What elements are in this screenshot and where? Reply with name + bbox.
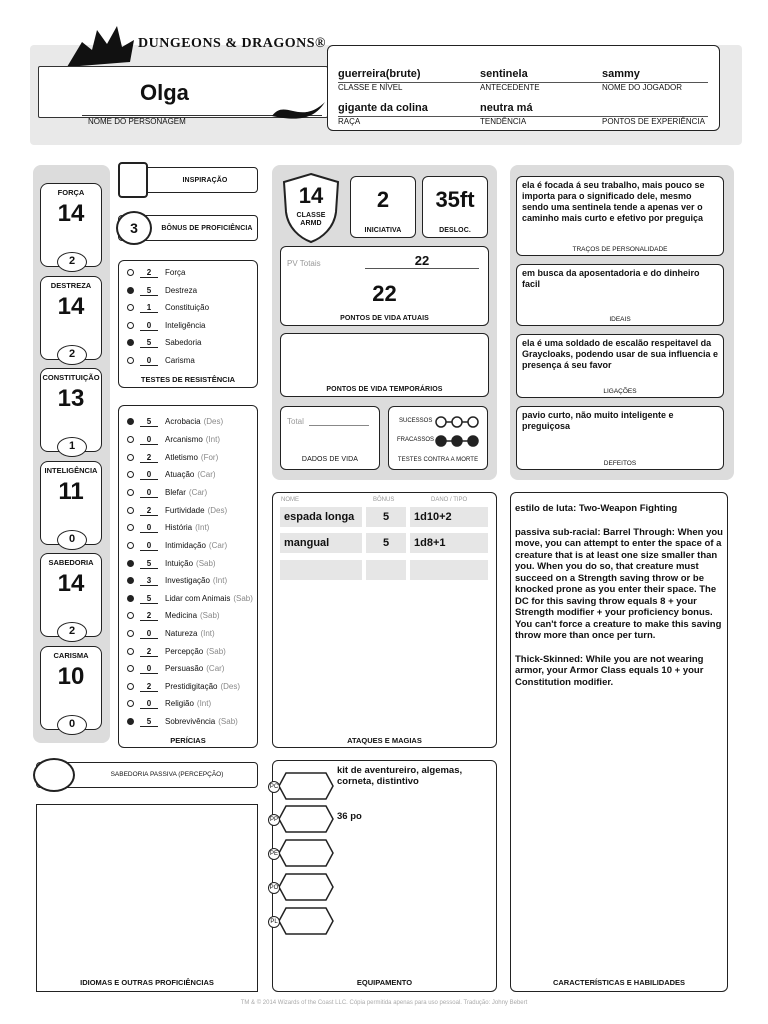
passive-perception-value[interactable] xyxy=(33,758,75,792)
proficiency-dot[interactable] xyxy=(127,357,134,364)
attack-name[interactable]: mangual xyxy=(280,533,362,553)
hit-dice-total-label: Total xyxy=(287,417,304,426)
bonds-box[interactable] xyxy=(516,334,724,398)
proficiency-dot[interactable] xyxy=(127,612,134,619)
save-name: Sabedoria xyxy=(165,338,202,347)
proficiency-dot[interactable] xyxy=(127,595,134,602)
proficiency-dot[interactable] xyxy=(127,304,134,311)
skill-row[interactable] xyxy=(127,520,209,535)
coin-frame-icon xyxy=(278,872,334,902)
save-name: Destreza xyxy=(165,286,198,295)
skill-row[interactable] xyxy=(127,485,207,500)
current-hp-label: PONTOS DE VIDA ATUAIS xyxy=(340,315,429,322)
attack-name[interactable]: espada longa xyxy=(280,507,362,527)
skill-value[interactable]: 0 xyxy=(140,664,158,674)
skill-row[interactable] xyxy=(127,573,227,588)
skill-name: Natureza xyxy=(165,629,198,638)
skill-value[interactable]: 2 xyxy=(140,682,158,692)
skill-attr: (Int) xyxy=(196,699,212,708)
save-row[interactable] xyxy=(127,283,197,298)
skill-row[interactable] xyxy=(127,432,220,447)
skills-box xyxy=(118,405,258,748)
skill-attr: (Car) xyxy=(208,541,228,550)
xp-label: PONTOS DE EXPERIÊNCIA xyxy=(602,117,705,126)
saving-throws-title: TESTES DE RESISTÊNCIA xyxy=(140,375,236,384)
skill-name: Intuição xyxy=(165,559,194,568)
skill-value[interactable]: 3 xyxy=(140,576,158,586)
proficiency-dot[interactable] xyxy=(127,436,134,443)
languages-box[interactable] xyxy=(36,804,258,992)
skill-row[interactable] xyxy=(127,626,215,641)
attack-bonus[interactable]: 5 xyxy=(366,507,406,527)
skill-name: Persuasão xyxy=(165,664,204,673)
skill-attr: (For) xyxy=(200,453,219,462)
coin-frame-icon xyxy=(278,804,334,834)
skill-row[interactable] xyxy=(127,644,226,659)
skill-attr: (Sab) xyxy=(218,717,238,726)
race-value[interactable]: gigante da colina xyxy=(338,102,428,114)
equipment-items[interactable]: kit de aventureiro, algemas, corneta, distintivo xyxy=(337,765,463,787)
attacks-title: ATAQUES E MAGIAS xyxy=(347,736,422,745)
skill-attr: (Des) xyxy=(220,682,241,691)
skill-name: Medicina xyxy=(165,611,198,620)
proficiency-bonus[interactable]: 3 xyxy=(116,211,152,245)
ability-constitution[interactable] xyxy=(40,368,102,452)
bonds-label: LIGAÇÕES xyxy=(603,388,637,395)
skill-name: Furtividade xyxy=(165,506,205,515)
ability-score[interactable]: 13 xyxy=(57,385,85,412)
current-hp-box[interactable] xyxy=(280,246,489,326)
skill-attr: (Des) xyxy=(203,417,224,426)
skill-value[interactable]: 2 xyxy=(140,506,158,516)
proficiency-dot[interactable] xyxy=(127,322,134,329)
skill-name: Sobrevivência xyxy=(165,717,216,726)
skill-row[interactable] xyxy=(127,591,253,606)
personality-traits-text[interactable]: ela é focada á seu trabalho, mais pouco se importa para o significado dele, mesmo sendo uma sentinela tende a apenas ver o caminho mais curto e efetivo por preguiça xyxy=(522,180,705,223)
armor-class-value[interactable]: 14 xyxy=(298,183,324,208)
skill-attr: (Sab) xyxy=(206,647,226,656)
ability-name: DESTREZA xyxy=(50,281,92,290)
failure-checkbox-icons[interactable] xyxy=(435,434,480,448)
skill-name: Acrobacia xyxy=(165,417,201,426)
coin-label: PP xyxy=(268,814,280,826)
saving-throws-box xyxy=(118,260,258,388)
proficiency-label: BÔNUS DE PROFICIÊNCIA xyxy=(161,225,253,232)
ability-modifier[interactable]: 0 xyxy=(57,715,87,735)
skill-row[interactable] xyxy=(127,450,218,465)
skill-name: Atletismo xyxy=(165,453,198,462)
features-title: CARACTERÍSTICAS E HABILIDADES xyxy=(552,978,686,987)
skill-attr: (Int) xyxy=(205,435,221,444)
save-value[interactable]: 5 xyxy=(140,286,158,296)
skill-row[interactable] xyxy=(127,661,224,676)
skill-attr: (Car) xyxy=(206,664,225,673)
attack-damage[interactable]: 1d10+2 xyxy=(410,507,488,527)
save-row[interactable] xyxy=(127,335,201,350)
proficiency-dot[interactable] xyxy=(127,339,134,346)
speed-box[interactable] xyxy=(422,176,488,238)
features-box[interactable] xyxy=(510,492,728,992)
save-row[interactable] xyxy=(127,318,205,333)
save-row[interactable] xyxy=(127,353,195,368)
proficiency-dot[interactable] xyxy=(127,648,134,655)
save-value[interactable]: 0 xyxy=(140,356,158,366)
skill-name: Percepção xyxy=(165,647,204,656)
ability-wisdom[interactable] xyxy=(40,553,102,637)
proficiency-dot[interactable] xyxy=(127,471,134,478)
copyright-text: TM & © 2014 Wizards of the Coast LLC. Cópia permitida apenas para uso pessoal. Tradução: Johny Bebert xyxy=(240,1000,528,1006)
skill-attr: (Des) xyxy=(207,506,228,515)
initiative-value[interactable]: 2 xyxy=(376,187,390,212)
attack-col-name: NOME xyxy=(281,497,299,503)
player-name-label: NOME DO JOGADOR xyxy=(602,83,683,92)
proficiency-dot[interactable] xyxy=(127,630,134,637)
proficiency-dot[interactable] xyxy=(127,560,134,567)
temp-hp-label: PONTOS DE VIDA TEMPORÁRIOS xyxy=(326,386,443,393)
coin-pe[interactable] xyxy=(269,838,334,873)
skill-row[interactable] xyxy=(127,608,220,623)
flaws-label: DEFEITOS xyxy=(603,460,637,467)
coin-frame-icon xyxy=(278,771,334,801)
ability-name: CONSTITUIÇÃO xyxy=(42,373,100,382)
coin-pc[interactable] xyxy=(269,771,334,806)
skill-row[interactable] xyxy=(127,679,240,694)
attack-col-damage: DANO / TIPO xyxy=(431,497,468,503)
ability-dexterity[interactable] xyxy=(40,276,102,360)
dragon-logo-icon xyxy=(62,22,142,72)
proficiency-dot[interactable] xyxy=(127,507,134,514)
skill-value[interactable]: 0 xyxy=(140,488,158,498)
passive-perception-label: SABEDORIA PASSIVA (PERCEPÇÃO) xyxy=(110,771,224,778)
feature-paragraph: estilo de luta: Two-Weapon Fighting xyxy=(515,503,678,514)
skill-value[interactable]: 0 xyxy=(140,699,158,709)
coin-label: PC xyxy=(268,781,280,793)
class-level-value[interactable]: guerreira(brute) xyxy=(338,68,421,80)
proficiency-dot[interactable] xyxy=(127,418,134,425)
player-name-value[interactable]: sammy xyxy=(602,68,640,80)
speed-label: DESLOC. xyxy=(439,227,471,234)
hit-dice-box[interactable] xyxy=(280,406,380,470)
race-label: RAÇA xyxy=(338,117,361,126)
ability-modifier[interactable]: 2 xyxy=(57,345,87,365)
proficiency-dot[interactable] xyxy=(127,700,134,707)
proficiency-dot[interactable] xyxy=(127,524,134,531)
successes-label: SUCESSOS xyxy=(399,418,433,424)
dragon-tail-icon xyxy=(270,96,328,124)
skill-value[interactable]: 0 xyxy=(140,541,158,551)
death-saves-label: TESTES CONTRA A MORTE xyxy=(397,457,479,463)
save-value[interactable]: 1 xyxy=(140,303,158,313)
save-name: Carisma xyxy=(165,356,195,365)
class-level-label: CLASSE E NÍVEL xyxy=(338,83,403,92)
proficiency-dot[interactable] xyxy=(127,454,134,461)
coin-label: PO xyxy=(268,882,280,894)
ability-name: FORÇA xyxy=(57,188,85,197)
initiative-box[interactable] xyxy=(350,176,416,238)
skill-row[interactable] xyxy=(127,538,227,553)
initiative-label: INICIATIVA xyxy=(364,227,402,234)
skill-name: Investigação xyxy=(165,576,210,585)
skill-row[interactable] xyxy=(127,714,238,729)
ability-score[interactable]: 14 xyxy=(57,200,85,227)
coin-frame-icon xyxy=(278,838,334,868)
skill-value[interactable]: 2 xyxy=(140,453,158,463)
ability-intelligence[interactable] xyxy=(40,461,102,545)
skill-attr: (Sab) xyxy=(200,611,220,620)
ideals-text[interactable]: em busca da aposentadoria e do dinheiro facil xyxy=(522,268,700,289)
proficiency-dot[interactable] xyxy=(127,718,134,725)
dnd-logo: DUNGEONS & DRAGONS® xyxy=(138,36,326,51)
skill-name: Intimidação xyxy=(165,541,206,550)
ability-charisma[interactable] xyxy=(40,646,102,730)
character-name[interactable]: Olga xyxy=(140,80,189,105)
proficiency-dot[interactable] xyxy=(127,269,134,276)
flaws-box[interactable] xyxy=(516,406,724,470)
ability-score[interactable]: 14 xyxy=(57,293,85,320)
ability-modifier[interactable]: 0 xyxy=(57,530,87,550)
skill-attr: (Car) xyxy=(197,470,216,479)
hit-dice-label: DADOS DE VIDA xyxy=(301,456,359,463)
languages-title: IDIOMAS E OUTRAS PROFICIÊNCIAS xyxy=(80,978,214,987)
proficiency-dot[interactable] xyxy=(127,683,134,690)
skill-row[interactable] xyxy=(127,556,216,571)
max-hp-label: PV Totais xyxy=(287,259,321,268)
feature-paragraph: Thick-Skinned: While you are not wearing armor, your Armor Class equals 10 + your Constitution modifier. xyxy=(515,653,704,688)
attacks-box xyxy=(272,492,497,748)
failures-label: FRACASSOS xyxy=(397,437,435,443)
ability-modifier[interactable]: 2 xyxy=(57,252,87,272)
current-hp-value[interactable]: 22 xyxy=(372,281,397,306)
flaws-text[interactable]: pavio curto, não muito inteligente e preguiçosa xyxy=(522,410,674,431)
proficiency-dot[interactable] xyxy=(127,287,134,294)
equipment-title: EQUIPAMENTO xyxy=(356,978,413,987)
skill-attr: (Int) xyxy=(195,523,210,532)
save-name: Inteligência xyxy=(165,321,206,330)
proficiency-dot[interactable] xyxy=(127,665,134,672)
skill-name: Blefar xyxy=(165,488,186,497)
skills-title: PERÍCIAS xyxy=(170,736,206,745)
attack-col-bonus: BÔNUS xyxy=(373,497,395,503)
ability-strength[interactable] xyxy=(40,183,102,267)
proficiency-dot[interactable] xyxy=(127,489,134,496)
attack-bonus[interactable] xyxy=(366,560,406,580)
skill-value[interactable]: 5 xyxy=(140,417,158,427)
skill-row[interactable] xyxy=(127,467,216,482)
bonds-text[interactable]: ela é uma soldado de escalão respeitavel da Graycloaks, podendo usar de sua influencia e presença á seu favor xyxy=(522,338,719,370)
ability-modifier[interactable]: 1 xyxy=(57,437,87,457)
ability-score[interactable]: 11 xyxy=(58,478,84,505)
skill-name: Religião xyxy=(165,699,194,708)
background-label: ANTECEDENTE xyxy=(480,83,540,92)
skill-value[interactable]: 2 xyxy=(140,647,158,657)
coin-pl[interactable] xyxy=(270,906,334,941)
skill-attr: (Int) xyxy=(200,629,215,638)
skill-attr: (Car) xyxy=(188,488,208,497)
save-value[interactable]: 0 xyxy=(140,321,158,331)
skill-value[interactable]: 0 xyxy=(140,523,158,533)
attack-name[interactable] xyxy=(280,560,362,580)
skill-value[interactable]: 5 xyxy=(140,717,158,727)
ability-name: SABEDORIA xyxy=(48,558,94,567)
skill-row[interactable] xyxy=(127,696,211,711)
skill-attr: (Sab) xyxy=(233,594,253,603)
max-hp-value[interactable]: 22 xyxy=(365,253,479,269)
coin-label: PL xyxy=(268,916,280,928)
feature-paragraph: passiva sub-racial: Barrel Through: When you move, you can attempt to enter the space of a creature that is at least one size smaller than you. When you do so, that creature must succeed on a Strength saving throw or be knocked prone as you enter their space. The DC for this saving throw equals 8 + your Strength modifier + your proficiency bonus. You can't force a creature to make this saving throw more than once per turn. xyxy=(515,526,723,641)
hit-dice-total-line xyxy=(309,425,369,426)
save-row[interactable] xyxy=(127,265,185,280)
speed-value[interactable]: 35ft xyxy=(435,187,475,212)
ideals-box[interactable] xyxy=(516,264,724,326)
attack-bonus[interactable]: 5 xyxy=(366,533,406,553)
success-checkbox-icons[interactable] xyxy=(435,415,480,429)
alignment-label: TENDÊNCIA xyxy=(480,117,527,126)
skill-value[interactable]: 5 xyxy=(140,559,158,569)
skill-value[interactable]: 0 xyxy=(140,435,158,445)
equipment-gold[interactable]: 36 po xyxy=(337,811,362,822)
inspiration-label: INSPIRAÇÃO xyxy=(182,177,228,184)
coin-frame-icon xyxy=(278,906,334,936)
ability-score[interactable]: 10 xyxy=(57,663,85,690)
coin-pp[interactable] xyxy=(269,804,334,839)
temp-hp-box[interactable] xyxy=(280,333,489,397)
skill-name: Arcanismo xyxy=(165,435,203,444)
ability-modifier[interactable]: 2 xyxy=(57,622,87,642)
personality-traits-label: TRAÇOS DE PERSONALIDADE xyxy=(572,246,668,253)
attack-damage[interactable]: 1d8+1 xyxy=(410,533,488,553)
skill-name: História xyxy=(165,523,193,532)
attack-damage[interactable] xyxy=(410,560,488,580)
skill-attr: (Int) xyxy=(212,576,228,585)
background-value[interactable]: sentinela xyxy=(480,68,528,80)
skill-name: Prestidigitação xyxy=(165,682,218,691)
skill-attr: (Sab) xyxy=(196,559,216,568)
ideals-label: IDEAIS xyxy=(609,316,631,323)
character-name-label: NOME DO PERSONAGEM xyxy=(88,117,186,126)
save-value[interactable]: 2 xyxy=(140,268,158,278)
skill-value[interactable]: 0 xyxy=(140,629,158,639)
skill-row[interactable] xyxy=(127,414,223,429)
skill-value[interactable]: 0 xyxy=(140,470,158,480)
personality-traits-box[interactable] xyxy=(516,176,724,256)
proficiency-dot[interactable] xyxy=(127,577,134,584)
ability-name: INTELIGÊNCIA xyxy=(44,466,98,475)
coin-po[interactable] xyxy=(269,872,334,907)
skill-value[interactable]: 2 xyxy=(140,611,158,621)
alignment-value[interactable]: neutra má xyxy=(480,102,533,114)
features-text[interactable] xyxy=(515,503,725,688)
inspiration-input[interactable] xyxy=(118,162,148,198)
skill-value[interactable]: 5 xyxy=(140,594,158,604)
skill-name: Atuação xyxy=(165,470,195,479)
skill-row[interactable] xyxy=(127,503,227,518)
ability-score[interactable]: 14 xyxy=(57,570,85,597)
armor-class-label-1: CLASSE xyxy=(296,212,326,219)
death-saves-box[interactable] xyxy=(388,406,488,470)
skill-name: Lidar com Animais xyxy=(165,594,231,603)
armor-class-label-2: ARMD xyxy=(300,220,322,227)
coin-label: PE xyxy=(268,848,280,860)
save-name: Força xyxy=(165,268,186,277)
save-row[interactable] xyxy=(127,300,209,315)
proficiency-dot[interactable] xyxy=(127,542,134,549)
ability-name: CARISMA xyxy=(53,651,89,660)
save-name: Constituição xyxy=(165,303,210,312)
save-value[interactable]: 5 xyxy=(140,338,158,348)
